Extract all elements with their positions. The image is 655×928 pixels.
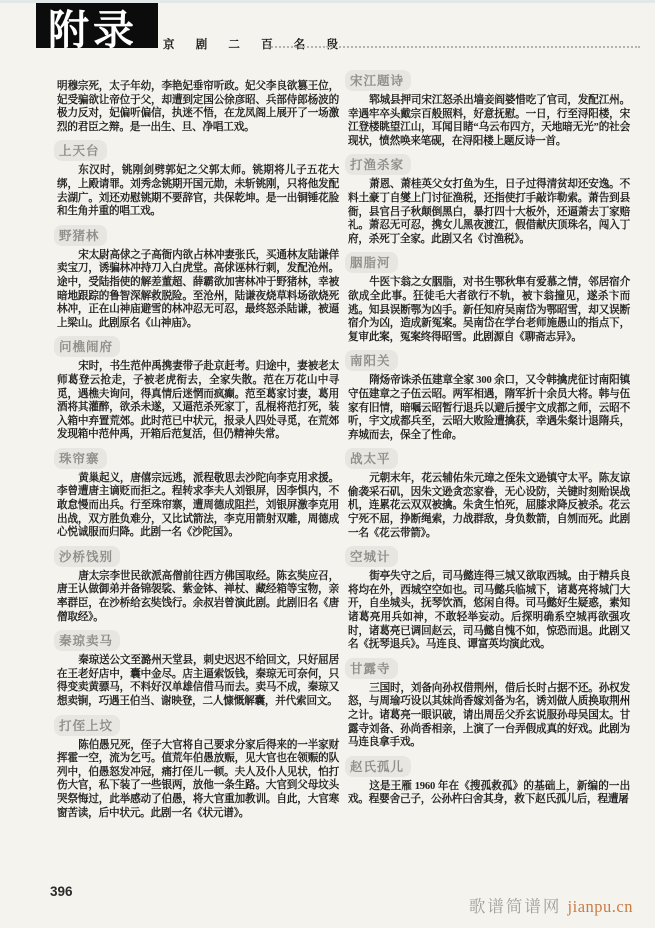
- opera-section-title: 问樵闹府: [54, 336, 120, 357]
- opera-section: [348, 148, 630, 246]
- opera-section: [57, 330, 339, 442]
- opera-section: [57, 540, 339, 624]
- opera-section-title: 南阳关: [345, 350, 398, 371]
- opera-section-title: 胭脂河: [345, 252, 398, 273]
- opera-section: [57, 219, 339, 331]
- opera-section: [348, 540, 630, 652]
- opera-section-body: 秦琼送公文至潞州天堂县，刺史迟迟不给回文，只好屈居在王老好店中，囊中金尽。店主逼索饭钱，秦琼无可奈何，只得变卖黄骠马，不料好汉单雄信借马而去。卖马不成，秦琼又想卖锏，巧遇王伯当、谢映登，二人慷慨解囊，并代索回文。: [57, 655, 339, 707]
- opera-section-title: 空城计: [345, 546, 398, 567]
- watermark: [469, 893, 633, 917]
- opera-section: [57, 442, 339, 540]
- appendix-label: 附录: [48, 7, 138, 53]
- opera-section-title: 珠帘寨: [54, 448, 107, 469]
- opera-section-body: 三国时，刘备向孙权借荆州，借后长时占据不还。孙权发怒，与周瑜巧设以其妹尚香嫁刘备为名，诱刘做人质换取荆州之计。诸葛亮一眼识破，请出周岳父乔玄说服孙母吴国太。甘露寺刘备、孙尚香相亲，上演了一台弄假成真的好戏。此剧为马连良拿手戏。: [348, 682, 630, 749]
- right-column: [348, 64, 630, 807]
- opera-section: [57, 134, 339, 218]
- opera-section-body: 萧恩、萧桂英父女打鱼为生，日子过得清贫却还安逸。不料土豪丁自燮上门讨征渔税，还指使打手敲诈勒索。萧告到县衙，县官吕子秋颠倒黑白，暴打四十大板外，还逼萧去丁家赔礼。萧忍无可忍，携女儿黑夜渡江，假借献庆顶珠名，闯入丁府，杀死丁全家。此剧又名《讨渔税》。: [348, 179, 630, 245]
- opera-section-body: 郓城县押司宋江怒杀出墙妾阎婆惜吃了官司，发配江州。幸遇牢卒头戴宗百般照料，好意抚慰。一日，行至浔阳楼，宋江登楼眺望江山，耳闻目睹“乌云布四方，天地暗无光”的社会现状，愤然唤来笔砚，在浔阳楼上题反诗一首。: [348, 95, 630, 147]
- opera-section: [348, 442, 630, 540]
- intro-continuation-paragraph: 明穆宗死，太子年幼，李艳妃垂帘听政。妃父李良欲篡王位，妃受骗欲让帝位于父，却遭到定国公徐彦昭、兵部侍郎杨波的极力反对，妃偏听偏信，执迷不悟，在龙凤阁上展开了一场激烈的君臣之辩。是一出生、旦、净唱工戏。: [57, 81, 339, 133]
- opera-section-title: 秦琼卖马: [54, 630, 120, 651]
- series-subtitle: 京 剧 二 百 名 段: [163, 39, 347, 51]
- opera-section-title: 打渔杀家: [345, 154, 411, 175]
- opera-section: [57, 624, 339, 708]
- opera-section: [348, 64, 630, 148]
- opera-section-title: 上天台: [54, 140, 107, 161]
- opera-section-body: 陈伯愚兄死，侄子大官将自己要求分家后得来的一半家财挥霍一空，流为乞丐。值荒年伯愚放赈，见大官也在领赈的队列中，伯愚怒发冲冠，痛打侄儿一顿。夫人及仆人见状，怕打伤大官，私下装了一些银两，放他一条生路。大官到父母坟头哭祭悔过，此举感动了伯愚，将大官重加教训。自此，大官寒窗苦读，后中状元。此剧一名《状元谱》。: [57, 739, 339, 819]
- opera-section: [348, 344, 630, 442]
- opera-section: [348, 652, 630, 750]
- opera-section-body: 街亭失守之后，司马懿连得三城又欲取西城。由于精兵良将均在外，西城空空如也。司马懿兵临城下，诸葛亮将城门大开，自坐城头，抚琴饮酒，悠闲自得。司马懿好生疑惑，素知诸葛亮用兵如神，不敢轻举妄动。后探明确系空城再欲强攻时，诸葛亮已调回赵云，司马懿自愧不如，惊恐而退。此剧又名《抚琴退兵》。马连良、谭富英均演此戏。: [348, 571, 630, 651]
- watermark-site-name: 歌谱简谱网: [468, 897, 562, 916]
- left-column: [57, 80, 339, 820]
- page-number: 396: [50, 884, 73, 899]
- dotted-leader-line: [268, 46, 640, 48]
- opera-section-title: 甘露寺: [345, 658, 398, 679]
- opera-section-title: 野猪林: [54, 225, 107, 246]
- opera-section-body: 牛医卞翁之女胭脂，对书生鄂秋隼有爱慕之情，邻居宿介欲成全此事。狂徒毛大者欲行不轨，被卞翁撞见，遂杀卞而逃。知县误断鄂为凶手。新任知府吴南岱为鄂昭雪，却又误断宿介为凶，造成新冤案。吴南岱在学台老师施愚山的指点下，复审此案，冤案终得昭雪。此剧源自《聊斋志异》。: [348, 277, 630, 343]
- opera-section-title: 打侄上坟: [54, 715, 120, 736]
- opera-section-body: 隋炀帝诛杀伍建章全家 300 余口，又令韩擒虎征讨南阳镇守伍建章之子伍云昭。两军相遇，隋军折十余员大将。韩与伍家有旧情，暗嘱云昭暂行退兵以避后援宇文成都之师，云昭不听，宇文成都兵至，云昭大败险遭擒获，幸遇朱粲计退隋兵，弃城而去，保全了性命。: [348, 375, 630, 441]
- opera-section: [348, 246, 630, 344]
- opera-section-body: 东汉时，铫刚剑劈郭妃之父郭太师。铫期将儿子五花大绑，上殿请罪。刘秀念铫期开国元勋，未斩铫刚，只将他发配去湖广。刘还劝慰铫期不要辞官，共保乾坤。是一出铜锤花脸和生角并重的唱工戏。: [57, 165, 339, 218]
- opera-section-title: 赵氏孤儿: [345, 756, 411, 777]
- opera-section-title: 沙桥饯别: [54, 546, 120, 567]
- opera-section: [348, 750, 630, 807]
- opera-section-body: 宋时，书生范仲禹携妻带子赴京赶考。归途中，妻被老太师葛登云抢走，子被老虎衔去，全家失散。范在万花山中寻觅，遇樵夫询问，得真情后迷惘而疯癫。范至葛家讨妻，葛用酒将其灌醉，欲杀未遂，又逼范杀死家丁，乱棍将范打死，装入箱中弃置荒郊。此时范已中状元，报录人四处寻觅，在荒郊发现箱中范仲禹，开箱后范复活，但仍精神失常。: [57, 361, 339, 441]
- opera-section-body: 宋太尉高俅之子高衙内欲占林冲妻张氏，买通林友陆谦佯卖宝刀，诱骗林冲持刀入白虎堂。高俅诬林行刺，发配沧州。途中，受陆指使的解差董超、薛霸欲加害林冲于野猪林，幸被暗地跟踪的鲁智深解救脱险。至沧州，陆谦夜烧草料场欲烧死林冲，正在山神庙避雪的林冲忍无可忍，最终怒杀陆谦，被逼上梁山。此剧原名《山神庙》。: [57, 249, 339, 329]
- opera-section-title: 宋江题诗: [345, 70, 411, 91]
- opera-section-body: 唐太宗李世民欲派高僧前往西方佛国取经。陈玄奘应召，唐王认做御弟并备锦袈裟、紫金钵、禅杖、藏经箱等宝物，亲率群臣，在沙桥给玄奘饯行。余叔岩曾演此剧。此剧旧名《唐僧取经》。: [57, 570, 339, 623]
- opera-section-body: 这是王雁 1960 年在《搜孤救孤》的基础上，新编的一出戏。程婴舍己子，公孙杵臼舍其身，救下赵氏孤儿后，程遭屠: [348, 780, 630, 806]
- opera-section-body: 黄巢起义，唐僖宗远逃，派程敬思去沙陀向李克用求援。李曾遭唐主谪贬而拒之。程转求李夫人刘银屏，因李惧内，不敢怠慢而出兵。行至珠帘寨，遭周德成阻拦，刘银屏激李克用出战，双方胜负难分，又比试箭法，李克用箭射双雕，周德成心悦诚服而归降。此剧一名《沙陀国》。: [57, 472, 339, 539]
- opera-section-title: 战太平: [345, 448, 398, 469]
- watermark-url: jianpu.cn: [567, 897, 633, 916]
- opera-section: [57, 709, 339, 821]
- opera-section-body: 元朝末年，花云辅佑朱元璋之侄朱文逊镇守太平。陈友谅偷袭采石矶，因朱文逊贪恋家眷，无心设防，关键时刻贻误战机，连累花云双双被擒。朱贪生怕死，屈膝求降反被杀。花云宁死不屈，挣断绳索，力战群敌，身负数箭，自刎而死。此剧一名《花云带箭》。: [348, 473, 630, 539]
